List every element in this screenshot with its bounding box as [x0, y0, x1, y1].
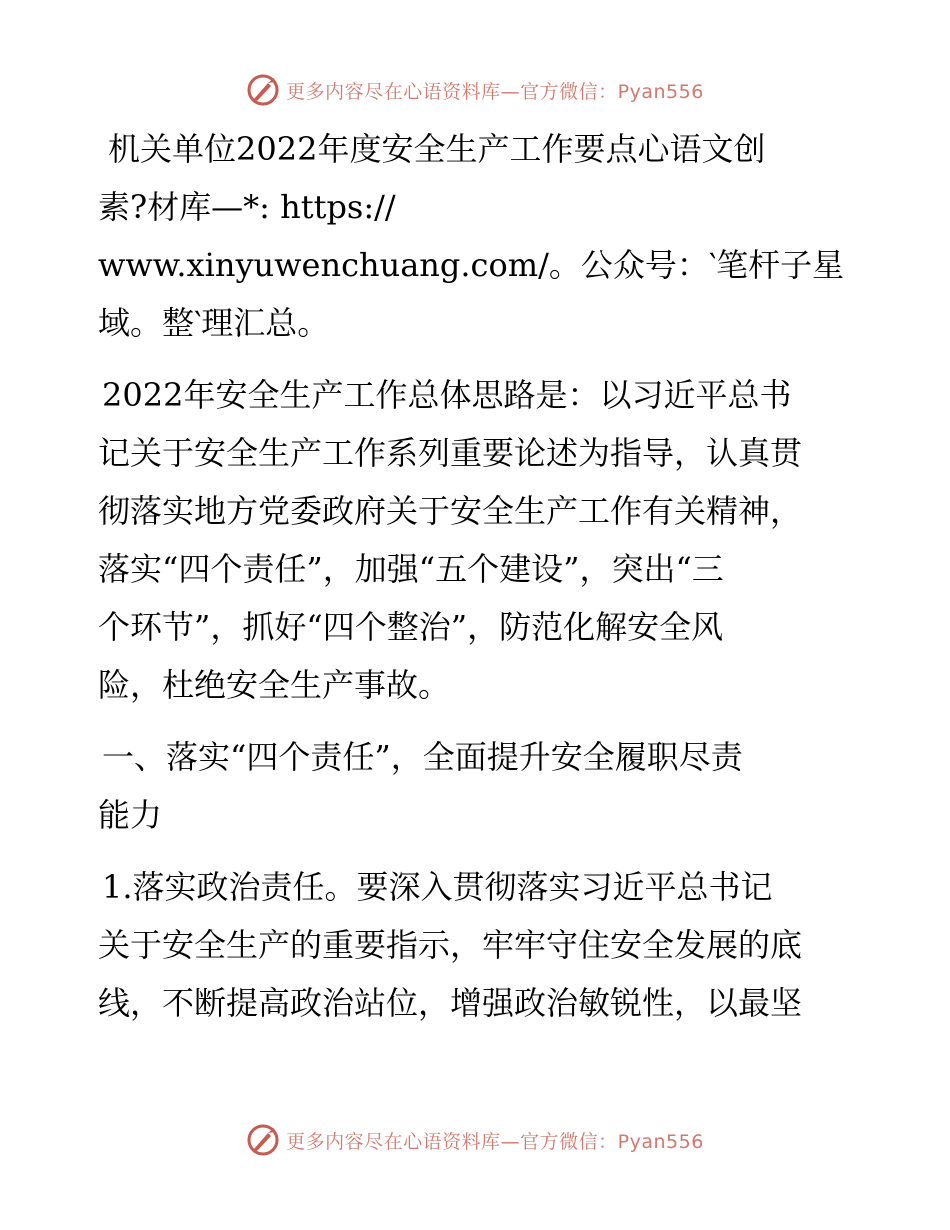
- title-line: 域。整‵理汇总。: [98, 304, 330, 342]
- text-line: 个环节”，抓好“四个整治”，防范化解安全风: [98, 608, 724, 646]
- section-heading: [98, 728, 858, 844]
- document-body: [98, 120, 858, 1032]
- title-line: www.xinyuwenchuang.com/。公众号：‵笔杆子星: [98, 246, 845, 284]
- text-line: 记关于安全生产工作系列重要论述为指导，认真贯: [98, 434, 803, 472]
- text-line: 1.落实政治责任。要深入贯彻落实习近平总书记: [102, 868, 773, 906]
- title-line: 机关单位2022年度安全生产工作要点心语文创: [108, 130, 766, 168]
- heading-line: 能力: [98, 796, 163, 834]
- heading-line: 一、落实“四个责任”，全面提升安全履职尽责: [102, 738, 743, 776]
- quill-logo-icon: [246, 73, 280, 107]
- footer-banner-text: 更多内容尽在心语资料库—官方微信：Pyan556: [286, 1130, 704, 1153]
- header-banner: [0, 70, 950, 110]
- intro-paragraph: [98, 366, 858, 714]
- text-line: 关于安全生产的重要指示，牢牢守住安全发展的底: [98, 926, 803, 964]
- text-line: 2022年安全生产工作总体思路是：以习近平总书: [102, 376, 792, 414]
- item-paragraph: [98, 858, 858, 1032]
- footer-banner: [0, 1120, 950, 1160]
- text-line: 彻落实地方党委政府关于安全生产工作有关精神，: [98, 492, 803, 530]
- text-line: 落实“四个责任”，加强“五个建设”，突出“三: [98, 550, 724, 588]
- document-title: [98, 120, 858, 352]
- text-line: 险，杜绝安全生产事故。: [98, 666, 451, 704]
- title-line: 素?材库—*: https://: [98, 188, 396, 226]
- quill-logo-icon: [246, 1123, 280, 1157]
- text-line: 线，不断提高政治站位，增强政治敏锐性，以最坚: [98, 984, 803, 1022]
- header-banner-text: 更多内容尽在心语资料库—官方微信：Pyan556: [286, 80, 704, 103]
